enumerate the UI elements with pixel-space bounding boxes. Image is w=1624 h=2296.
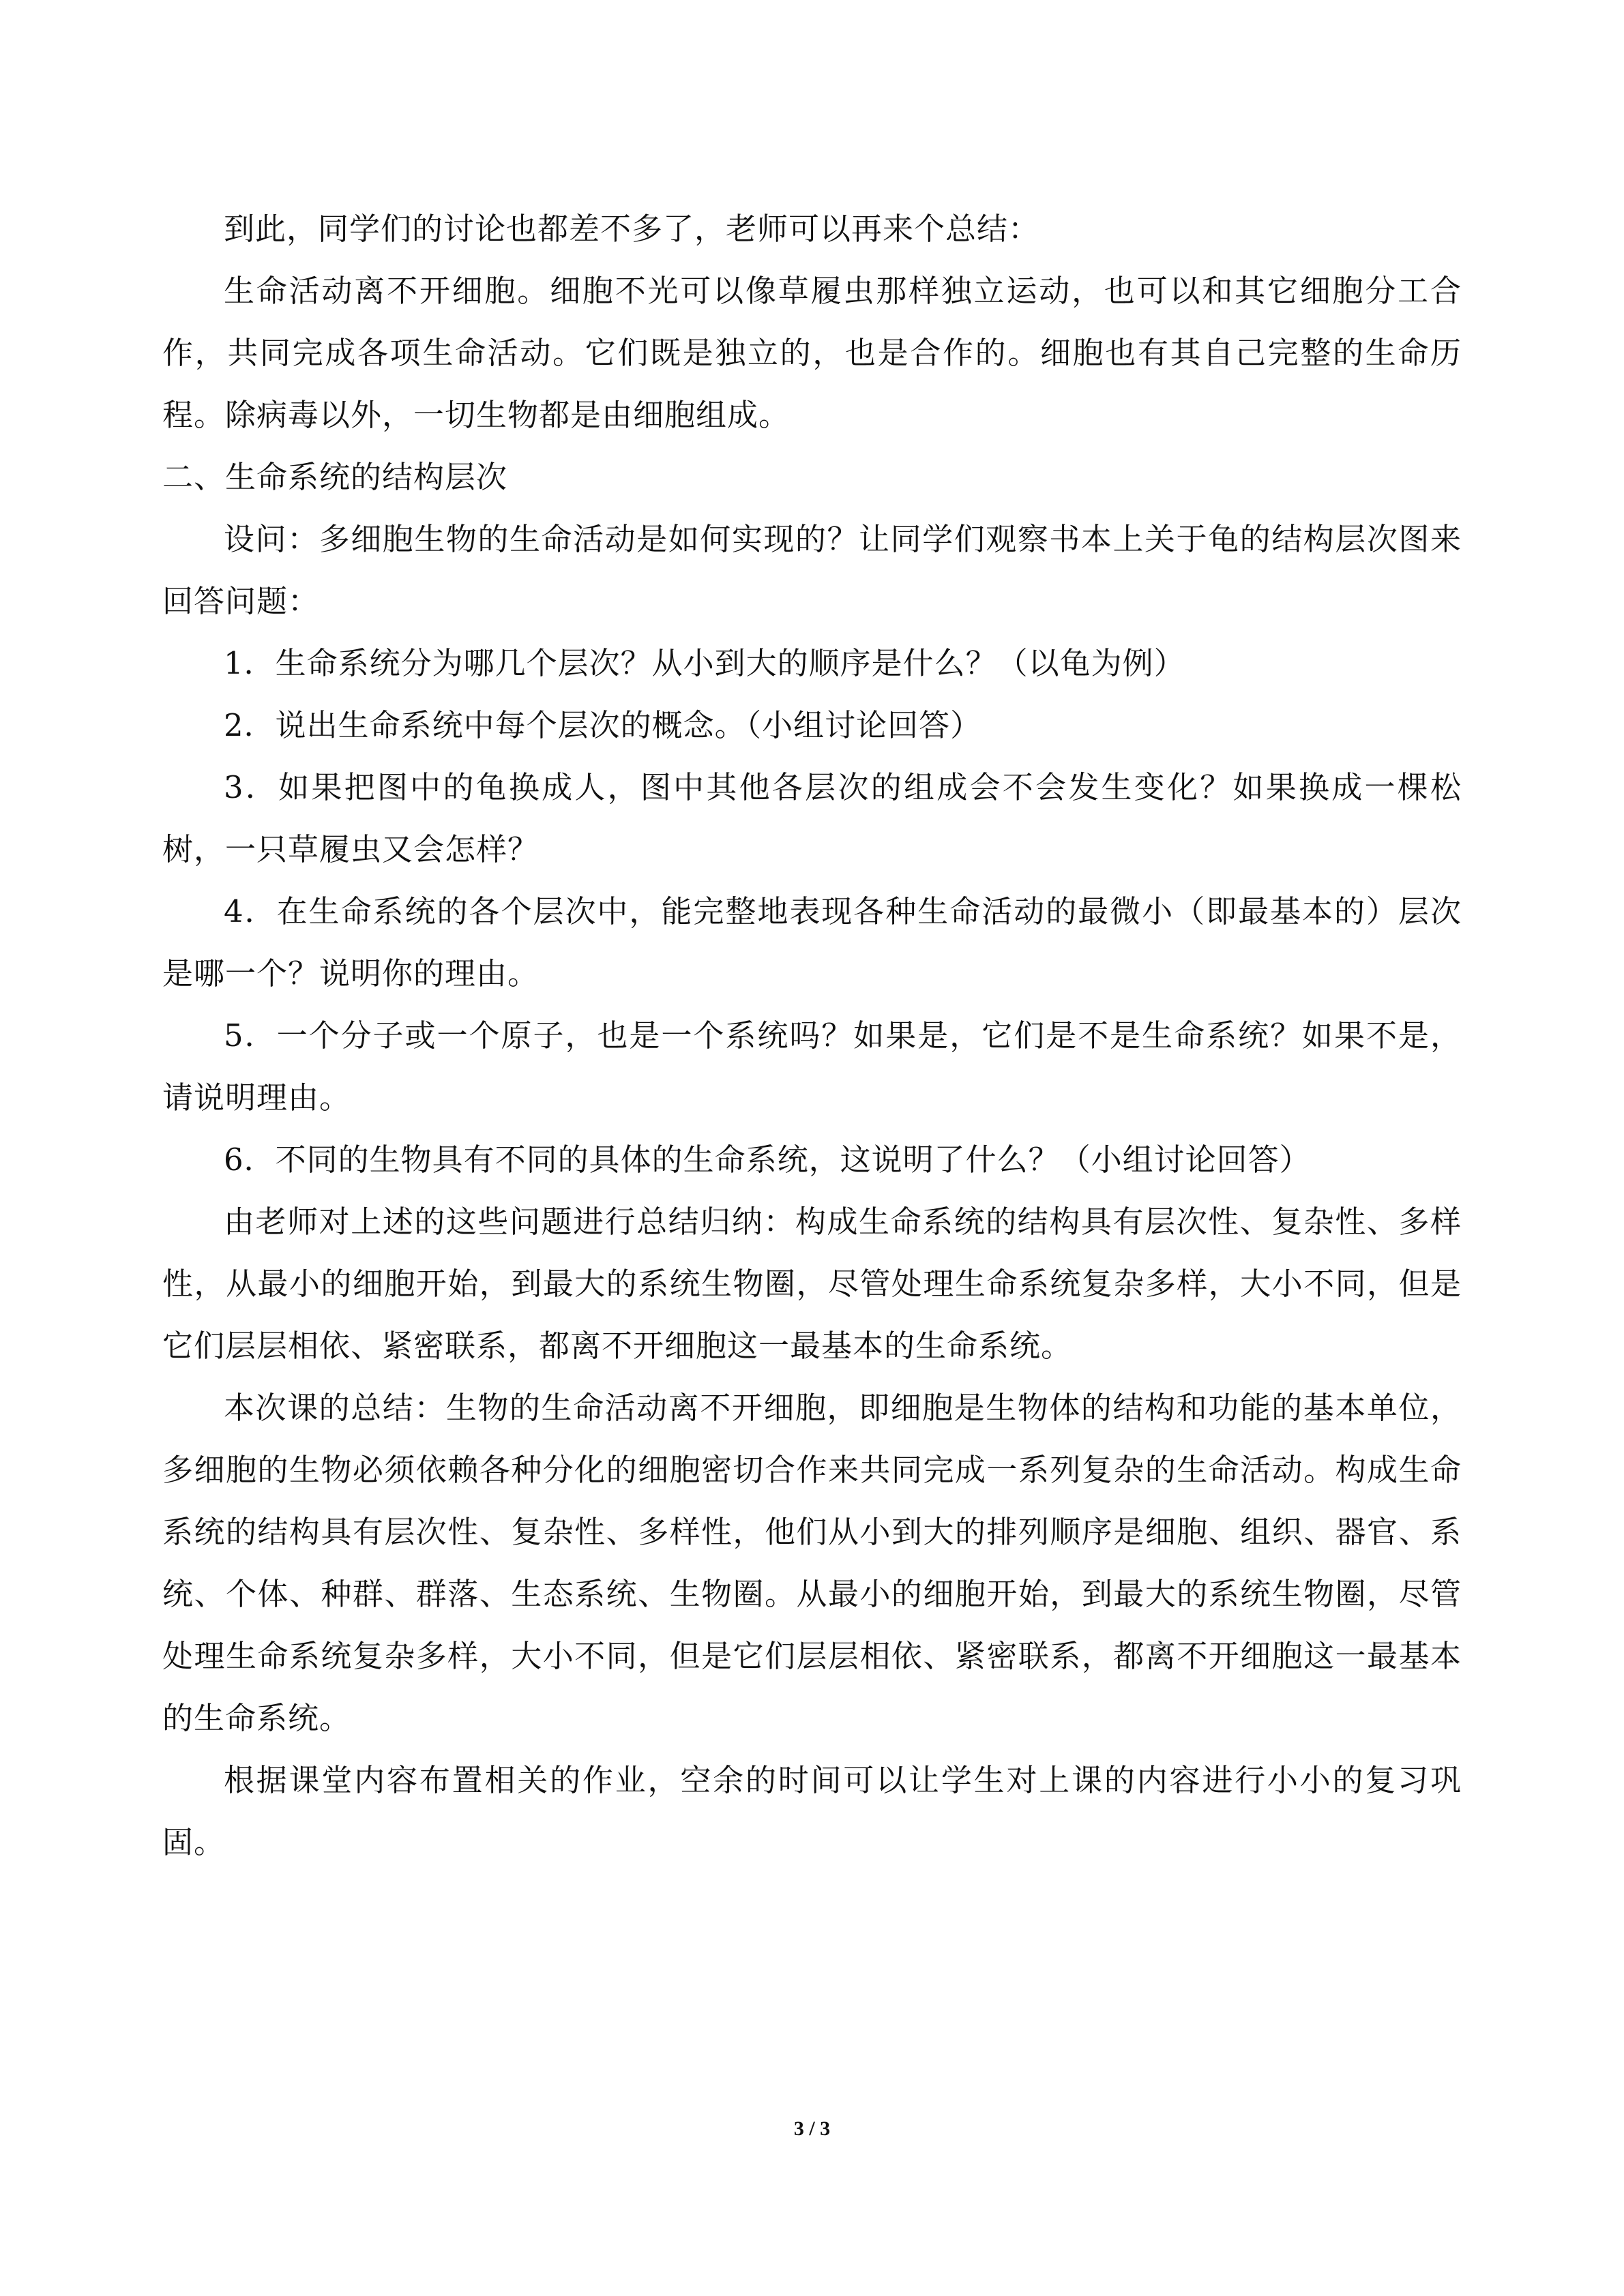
question-item-4: 4．在生命系统的各个层次中，能完整地表现各种生命活动的最微小（即最基本的）层次是哪一个？说明你的理由。 xyxy=(162,893,1462,992)
paragraph-summary-intro: 到此，同学们的讨论也都差不多了，老师可以再来个总结： xyxy=(224,211,1040,247)
paragraph-lesson-summary: 本次课的总结：生物的生命活动离不开细胞，即细胞是生物体的结构和功能的基本单位，多细胞的生物必须依赖各种分化的细胞密切合作来共同完成一系列复杂的生命活动。构成生命系统的结构具有层次性、复杂性、多样性，他们从小到大的排列顺序是细胞、组织、器官、系统、个体、种群、群落、生态系统、生物圈。从最小的细胞开始，到最大的系统生物圈，尽管处理生命系统复杂多样，大小不同，但是它们层层相依、紧密联系，都离不开细胞这一最基本的生命系统。 xyxy=(162,1390,1462,1736)
question-item-2: 2．说出生命系统中每个层次的概念。（小组讨论回答） xyxy=(224,707,982,743)
question-item-5: 5．一个分子或一个原子，也是一个系统吗？如果是，它们是不是生命系统？如果不是，请说明理由。 xyxy=(162,1017,1462,1116)
section-heading: 二、生命系统的结构层次 xyxy=(162,459,508,495)
question-item-1: 1．生命系统分为哪几个层次？从小到大的顺序是什么？（以龟为例） xyxy=(224,645,1185,681)
paragraph-life-activity: 生命活动离不开细胞。细胞不光可以像草履虫那样独立运动，也可以和其它细胞分工合作，共同完成各项生命活动。它们既是独立的，也是合作的。细胞也有其自己完整的生命历程。除病毒以外，一切生物都是由细胞组成。 xyxy=(162,273,1462,433)
question-item-6: 6．不同的生物具有不同的具体的生命系统，这说明了什么？（小组讨论回答） xyxy=(224,1142,1311,1178)
paragraph-homework: 根据课堂内容布置相关的作业，空余的时间可以让学生对上课的内容进行小小的复习巩固。 xyxy=(162,1762,1462,1860)
page-number: 3 / 3 xyxy=(793,2117,831,2140)
document-body xyxy=(162,198,1462,1873)
paragraph-question-prompt: 设问：多细胞生物的生命活动是如何实现的？让同学们观察书本上关于龟的结构层次图来回答问题： xyxy=(162,521,1462,619)
paragraph-teacher-summary: 由老师对上述的这些问题进行总结归纳：构成生命系统的结构具有层次性、复杂性、多样性，从最小的细胞开始，到最大的系统生物圈，尽管处理生命系统复杂多样，大小不同，但是它们层层相依、紧密联系，都离不开细胞这一最基本的生命系统。 xyxy=(162,1204,1462,1364)
question-item-3: 3．如果把图中的龟换成人，图中其他各层次的组成会不会发生变化？如果换成一棵松树，一只草履虫又会怎样？ xyxy=(162,769,1462,867)
